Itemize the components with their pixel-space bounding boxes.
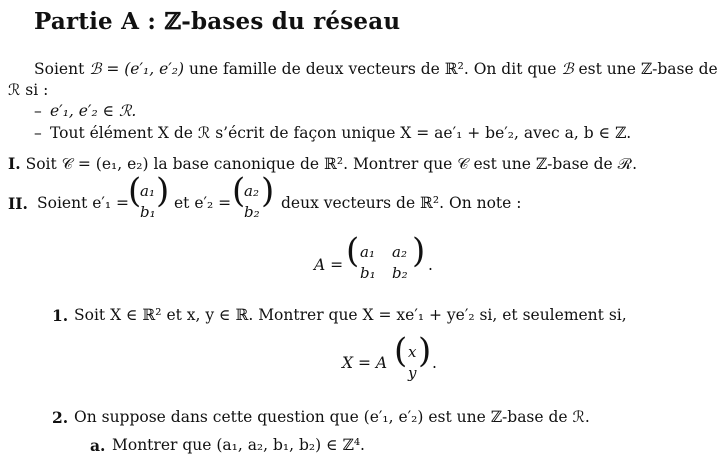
matrix-A-period: . — [428, 256, 433, 274]
matrix-a1: a₁ — [360, 243, 375, 261]
intro-sub1: ₁ — [143, 60, 150, 78]
bullet-1: e′₁, e′₂ ∈ ℛ. — [50, 102, 137, 120]
sub-question-2-number: 2. — [52, 408, 69, 427]
equation-vector: ( x y ) — [394, 331, 432, 382]
intro-prime: ′ — [139, 60, 143, 78]
question-I — [8, 154, 637, 174]
intro-text: Soient — [34, 60, 90, 78]
sub-question-1-text: Soit X ∈ ℝ² et x, y ∈ ℝ. Montrer que X = xe′₁ + ye′₂ si, et seulement si, — [74, 306, 627, 324]
equation-period: . — [432, 354, 437, 372]
vector-e1: ( a₁ b₁ ) — [128, 171, 170, 221]
sub-question-2-text: On suppose dans cette question que (e′₁, e′₂) est une ℤ-base de ℛ. — [74, 408, 590, 426]
matrix-A: ( a₁ a₂ b₁ b₂ ) — [346, 231, 426, 282]
bullet-dash-1: – — [34, 102, 42, 120]
bullet-2 — [50, 124, 631, 142]
matrix-b1: b₁ — [360, 264, 376, 282]
question-I-number: I. — [8, 154, 21, 173]
intro-B: ℬ — [89, 60, 102, 78]
matrix-A-label: A = — [314, 256, 344, 274]
question-II-number: II. — [8, 194, 28, 213]
intro-text-end: est une ℤ-base de — [573, 60, 718, 78]
vector-e1-bottom: b₁ — [140, 203, 156, 221]
question-II-text-c: deux vecteurs de ℝ². On note : — [281, 194, 522, 212]
vector-e2-bottom: b₂ — [244, 203, 260, 221]
intro-line-2: ℛ si : — [8, 81, 49, 99]
bullet-2-a: Tout élément — [50, 124, 158, 142]
intro-tuple-open: = (e — [101, 60, 140, 78]
intro-text-rest: une famille de deux vecteurs de ℝ². On dit que — [184, 60, 562, 78]
intro-line-1 — [34, 60, 718, 78]
vector-e2-top: a₂ — [244, 182, 259, 200]
matrix-a2: a₂ — [392, 243, 407, 261]
bullet-2-b: X de ℛ s’écrit de façon unique X = ae′₁ + be′₂, avec a, b ∈ ℤ. — [157, 124, 632, 142]
sub-question-2a-number: a. — [90, 436, 106, 455]
sub-question-1-number: 1. — [52, 306, 69, 325]
equation-x: x — [408, 343, 417, 361]
intro-tuple-close: , e′₂) — [149, 60, 185, 78]
intro-B-2: ℬ — [561, 60, 574, 78]
question-II-text-a: Soient e′₁ = — [37, 194, 130, 212]
vector-e2: ( a₂ b₂ ) — [232, 171, 275, 221]
sub-question-2a-text: Montrer que (a₁, a₂, b₁, b₂) ∈ ℤ⁴. — [112, 436, 365, 454]
equation-label: X = A — [342, 354, 388, 372]
bullet-dash-2: – — [34, 124, 42, 142]
matrix-b2: b₂ — [392, 264, 408, 282]
question-I-text: Soit 𝒞 = (e₁, e₂) la base canonique de ℝ². Montrer que 𝒞 est une ℤ-base de ℛ. — [25, 155, 638, 173]
equation-y: y — [408, 364, 417, 382]
vector-e1-top: a₁ — [140, 182, 155, 200]
section-title: Partie A : ℤ-bases du réseau — [34, 8, 401, 35]
question-II-text-b: et e′₂ = — [174, 194, 232, 212]
